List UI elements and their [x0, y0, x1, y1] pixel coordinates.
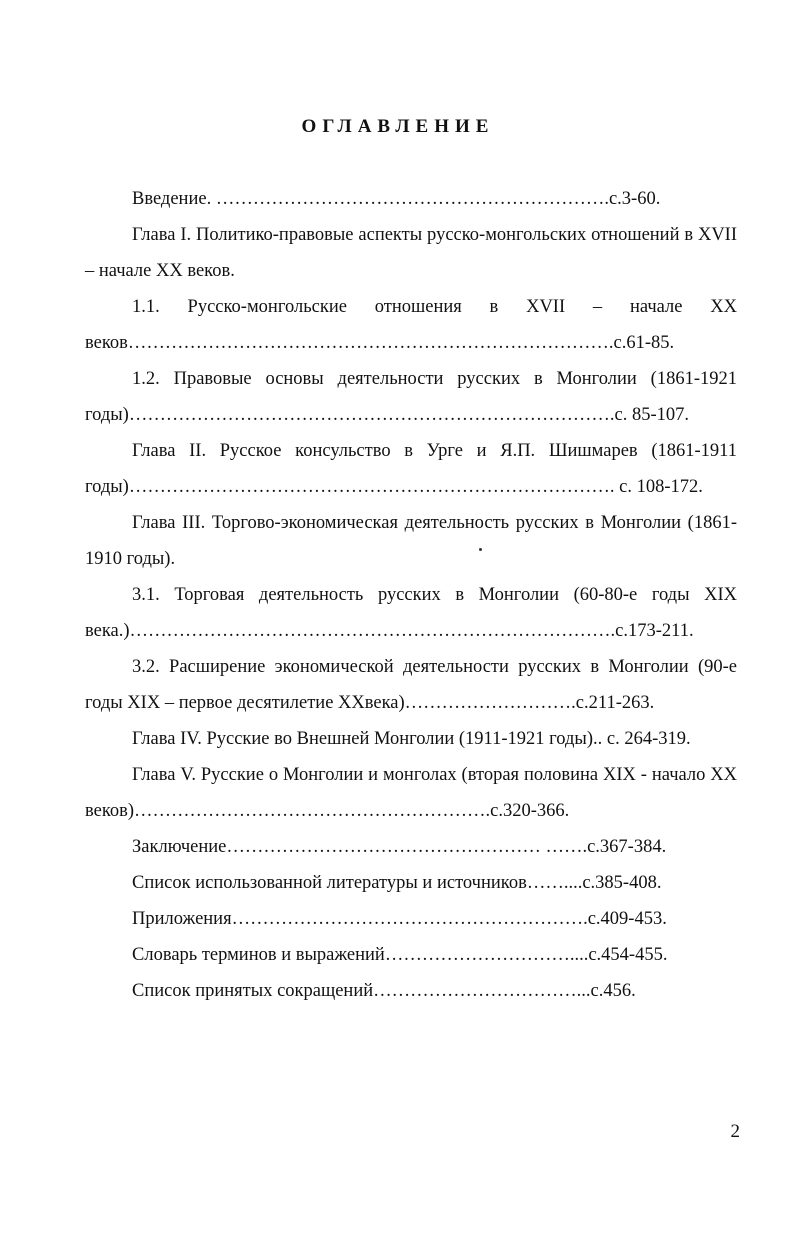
- toc-entry-text: 1.1. Русско-монгольские отношения в XVII – начале XX веков: [85, 297, 737, 353]
- toc-entry-section-1-2: [85, 361, 737, 433]
- toc-entry-appendices: [85, 901, 737, 937]
- toc-entry-text: Глава IV. Русские во Внешней Монголии (1911-1921 годы): [132, 729, 594, 749]
- toc-leader-dots: ……………………………………………………………………: [128, 405, 610, 425]
- toc-leader-dots: ..: [593, 729, 603, 749]
- toc-entry-section-3-1: [85, 577, 737, 649]
- stray-mark: [479, 548, 482, 551]
- toc-leader-dots: …………………………………………………: [134, 801, 486, 821]
- table-of-contents: [85, 181, 737, 1009]
- toc-leader-dots: ……...: [526, 873, 578, 893]
- toc-entry-chapter-4: [85, 721, 737, 757]
- page-title: ОГЛАВЛЕНИЕ: [301, 116, 495, 137]
- toc-page-ref: с. 264-319.: [602, 729, 691, 749]
- toc-entry-text: Глава I. Политико-правовые аспекты русско-монгольских отношений в XVII – начале XX веков.: [85, 225, 737, 281]
- toc-entry-chapter-3: [85, 505, 737, 577]
- toc-leader-dots: ………………………………………………………: [215, 189, 605, 209]
- toc-entry-text: Словарь терминов и выражений: [132, 945, 385, 965]
- toc-entry-text: Глава II. Русское консульство в Урге и Я.П. Шишмарев (1861-1911 годы): [85, 441, 737, 497]
- toc-leader-dots: ……………………………………………………………………: [129, 621, 611, 641]
- toc-entry-text: Приложения: [132, 909, 232, 929]
- toc-leader-dots: …………………………...: [384, 945, 584, 965]
- toc-leader-dots: ……………………………..: [373, 981, 586, 1001]
- toc-entry-text: 3.2. Расширение экономической деятельности русских в Монголии (90-е годы XIX – первое десятилетие XXвека): [85, 657, 737, 713]
- toc-page-ref: .с.409-453.: [583, 909, 667, 929]
- page-number: 2: [730, 1121, 740, 1142]
- toc-page-ref: .с.211-263.: [571, 693, 655, 713]
- toc-page-ref: .с.173-211.: [610, 621, 694, 641]
- toc-entry-text: 1.2. Правовые основы деятельности русских в Монголии (1861-1921 годы): [85, 369, 737, 425]
- toc-entry-glossary: [85, 937, 737, 973]
- toc-entry-text: Список использованной литературы и источников: [132, 873, 527, 893]
- toc-entry-text: Заключение: [132, 837, 227, 857]
- toc-page-ref: .с.456.: [585, 981, 636, 1001]
- toc-leader-dots: ……………………………………………………………………: [127, 333, 609, 353]
- toc-page-ref: .с.385-408.: [577, 873, 662, 893]
- toc-leader-dots: …………………………………………………: [231, 909, 584, 929]
- toc-entry-section-1-1: [85, 289, 737, 361]
- toc-entry-chapter-5: [85, 757, 737, 829]
- toc-page-ref: .с.61-85.: [608, 333, 675, 353]
- toc-entry-abbreviations: [85, 973, 737, 1009]
- toc-entry-bibliography: [85, 865, 737, 901]
- toc-entry-section-3-2: [85, 649, 737, 721]
- toc-entry-text: Список принятых сокращений: [132, 981, 374, 1001]
- toc-leader-dots: ……………………………………………………………………: [128, 477, 610, 497]
- toc-page-ref: .с.454-455.: [583, 945, 668, 965]
- toc-page-ref: . с. 108-172.: [609, 477, 703, 497]
- toc-entry-conclusion: [85, 829, 737, 865]
- toc-leader-dots: ………………………: [404, 693, 572, 713]
- toc-page-ref: .с. 85-107.: [609, 405, 689, 425]
- toc-entry-text: Глава V. Русские о Монголии и монголах (вторая половина XIX - начало XX веков): [85, 765, 737, 821]
- toc-entry-introduction: [85, 181, 737, 217]
- toc-leader-dots: …………………………………………… ……: [226, 837, 583, 857]
- toc-entry-chapter-2: [85, 433, 737, 505]
- toc-entry-chapter-1: [85, 217, 737, 289]
- toc-page-ref: .с.320-366.: [485, 801, 570, 821]
- toc-entry-text: Глава III. Торгово-экономическая деятельность русских в Монголии (1861-1910 годы).: [85, 513, 737, 569]
- toc-page-ref: .с.3-60.: [604, 189, 661, 209]
- toc-entry-text: Введение.: [132, 189, 216, 209]
- toc-page-ref: .с.367-384.: [582, 837, 667, 857]
- toc-entry-text: 3.1. Торговая деятельность русских в Монголии (60-80-е годы XIX века.): [85, 585, 737, 641]
